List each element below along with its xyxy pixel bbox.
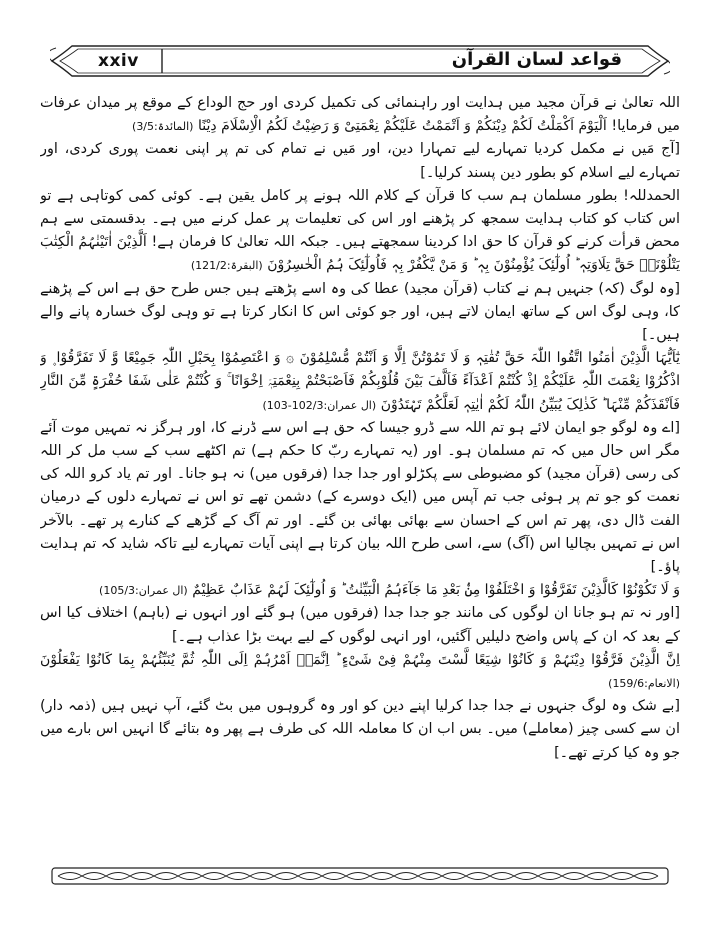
quran-verse: وَ لَا تَکُوْنُوْا کَالَّذِیْنَ تَفَرَّقُوْا وَ اخْتَلَفُوْا مِنْۢ بَعْدِ مَا جَآءَہُمُ الْبَیِّنٰتُ ؕ وَ اُولٰٓئِکَ لَہُمْ عَذَابٌ عَظِیْمٌ bbox=[192, 582, 680, 599]
paragraph-main bbox=[40, 185, 680, 278]
paragraph-intro bbox=[40, 92, 680, 138]
verse-reference: (البقرۃ:121/2) bbox=[190, 259, 263, 273]
verse-paragraph bbox=[40, 347, 680, 417]
footer-ornament bbox=[50, 866, 670, 886]
page-number: xxiv bbox=[98, 51, 139, 71]
page-header bbox=[50, 44, 670, 78]
verse-reference: (المائدۃ:3/5) bbox=[132, 120, 194, 134]
verse-reference: (الانعام:159/6) bbox=[608, 677, 680, 691]
verse-paragraph bbox=[40, 649, 680, 695]
quran-verse: اَلَّذِیْنَ اٰتَیْنٰہُمُ الْکِتٰبَ یَتْلُوْنَہٗ حَقَّ تِلَاوَتِہٖ ؕ اُولٰٓئِکَ یُؤْمِنُوْنَ بِہٖ ؕ وَ مَنْ یَّکْفُرْ بِہٖ فَاُولٰٓئِکَ ہُمُ الْخٰسِرُوْنَ bbox=[40, 234, 680, 274]
translation-paragraph: [اور نہ تم ہو جانا ان لوگوں کی مانند جو جدا جدا (فرقوں میں) ہو گئے اور انہوں نے (باہم) اختلاف کیا اس کے بعد کہ ان کے پاس واضح دلیلیں آگئیں، اور انہی لوگوں کے لیے بہت بڑا عذاب ہے۔] bbox=[40, 605, 680, 645]
paragraph-text: الحمدللہ! بطور مسلمان ہم سب کا قرآن کے کلام اللہ ہونے پر کامل یقین ہے۔ کوئی کمی کوتاہی ہے تو اس کتاب کو کتاب ہدایت سمجھ کر پڑھنے اور اس کی تعلیمات پر عمل کرنے میں ہے۔ بدقسمتی سے ہم محض قرأت کرنے کو قرآن کا حق ادا کردینا سمجھتے ہیں۔ جبکہ اللہ تعالیٰ کا فرمان ہے! bbox=[40, 187, 680, 251]
verse-reference: (ال عمران:102/3-103) bbox=[262, 398, 377, 412]
translation-paragraph: [آج مَیں نے مکمل کردیا تمہارے لیے تمہارا دین، اور مَیں نے تمام کی تم پر اپنی نعمت پوری کردی، اور تمہارے لیے اسلام کو بطور دین پسند کرلیا۔] bbox=[40, 141, 680, 181]
translation-paragraph: [اے وہ لوگو جو ایمان لائے ہو تم اللہ سے ڈرو جیسا کہ حق ہے اس سے ڈرنے کا، اور ہرگز نہ تمہیں موت آئے مگر اس حال میں کہ تم مسلمان ہو۔ اور (یہ تمہارے ربّ کا حکم ہے) تم اکٹھے سب کے سب مل کر اللہ کی رسی (قرآن مجید) کو مضبوطی سے پکڑلو اور جدا جدا (فرقوں میں) نہ ہو جانا۔ اور تم یاد کرو اللہ کی نعمت کو جو تم پر ہوئی جب تم آپس میں (ایک دوسرے کے) دشمن تھے تو اس نے تمہارے دلوں کے درمیان الفت ڈال دی، پھر تم اس کے احسان سے بھائی بھائی بن گئے۔ اور تم آگ کے گڑھے کے کنارے پر تھے۔ بالآخر اس نے تمہیں بچالیا اس (آگ) سے، اسی طرح اللہ بیان کرتا ہے اپنی آیات تمہارے لیے تاکہ شاید کہ تم ہدایت پاؤ۔] bbox=[40, 419, 680, 576]
paragraph-text: اللہ تعالیٰ نے قرآن مجید میں ہدایت اور راہنمائی کی تکمیل کردی اور حج الوداع کے موقع پر میدان عرفات میں فرمایا! bbox=[40, 95, 680, 135]
verse-paragraph bbox=[40, 579, 680, 602]
book-title: قواعد لسان القرآن bbox=[451, 49, 622, 70]
page-body bbox=[40, 92, 680, 860]
quran-verse: اَلْیَوْمَ اَکْمَلْتُ لَکُمْ دِیْنَکُمْ وَ اَتْمَمْتُ عَلَیْکُمْ نِعْمَتِیْ وَ رَضِیْتُ لَکُمُ الْاِسْلَامَ دِیْنًا bbox=[198, 118, 607, 135]
translation-paragraph: [وہ لوگ (کہ) جنہیں ہم نے کتاب (قرآن مجید) عطا کی وہ اسے پڑھتے ہیں جس طرح حق ہے اس کے پڑھنے کا، وہی لوگ اس کے ساتھ ایمان لاتے ہیں، اور جو کوئی اس کا انکار کرتا ہے تو وہی لوگ خسارہ پانے والے ہیں۔] bbox=[40, 280, 680, 344]
quran-verse: اِنَّ الَّذِیْنَ فَرَّقُوْا دِیْنَہُمْ وَ کَانُوْا شِیَعًا لَّسْتَ مِنْہُمْ فِیْ شَیْءٍ ؕ اِنَّمَاۤ اَمْرُہُمْ اِلَی اللّٰہِ ثُمَّ یُنَبِّئُہُمْ بِمَا کَانُوْا یَفْعَلُوْنَ bbox=[40, 651, 680, 668]
verse-reference: (ال عمران:105/3) bbox=[99, 584, 188, 598]
quran-verse: یٰٓاَیُّہَا الَّذِیْنَ اٰمَنُوا اتَّقُوا اللّٰہَ حَقَّ تُقٰتِہٖ وَ لَا تَمُوْتُنَّ اِلَّا وَ اَنْتُمْ مُّسْلِمُوْنَ ۞ وَ اعْتَصِمُوْا بِحَبْلِ اللّٰہِ جَمِیْعًا وَّ لَا تَفَرَّقُوْا ۪ وَ اذْکُرُوْا نِعْمَتَ اللّٰہِ عَلَیْکُمْ اِذْ کُنْتُمْ اَعْدَآءً فَاَلَّفَ بَیْنَ قُلُوْبِکُمْ فَاَصْبَحْتُمْ بِنِعْمَتِہٖۤ اِخْوَانًا ۚ وَ کُنْتُمْ عَلٰی شَفَا حُفْرَۃٍ مِّنَ النَّارِ فَاَنْقَذَکُمْ مِّنْہَا ؕ کَذٰلِکَ یُبَیِّنُ اللّٰہُ لَکُمْ اٰیٰتِہٖ لَعَلَّکُمْ تَہْتَدُوْنَ bbox=[40, 350, 680, 413]
translation-paragraph: [بے شک وہ لوگ جنہوں نے جدا جدا کرلیا اپنے دین کو اور وہ گروہوں میں بٹ گئے، آپ نہیں ہیں (ذمہ دار) ان سے کسی چیز (معاملے) میں۔ بس اب ان کا معاملہ اللہ کی طرف ہے پھر وہ بتائے گا انہیں اس بارے میں جو وہ کیا کرتے تھے۔] bbox=[40, 698, 680, 761]
footer-ornament-border bbox=[50, 866, 670, 886]
